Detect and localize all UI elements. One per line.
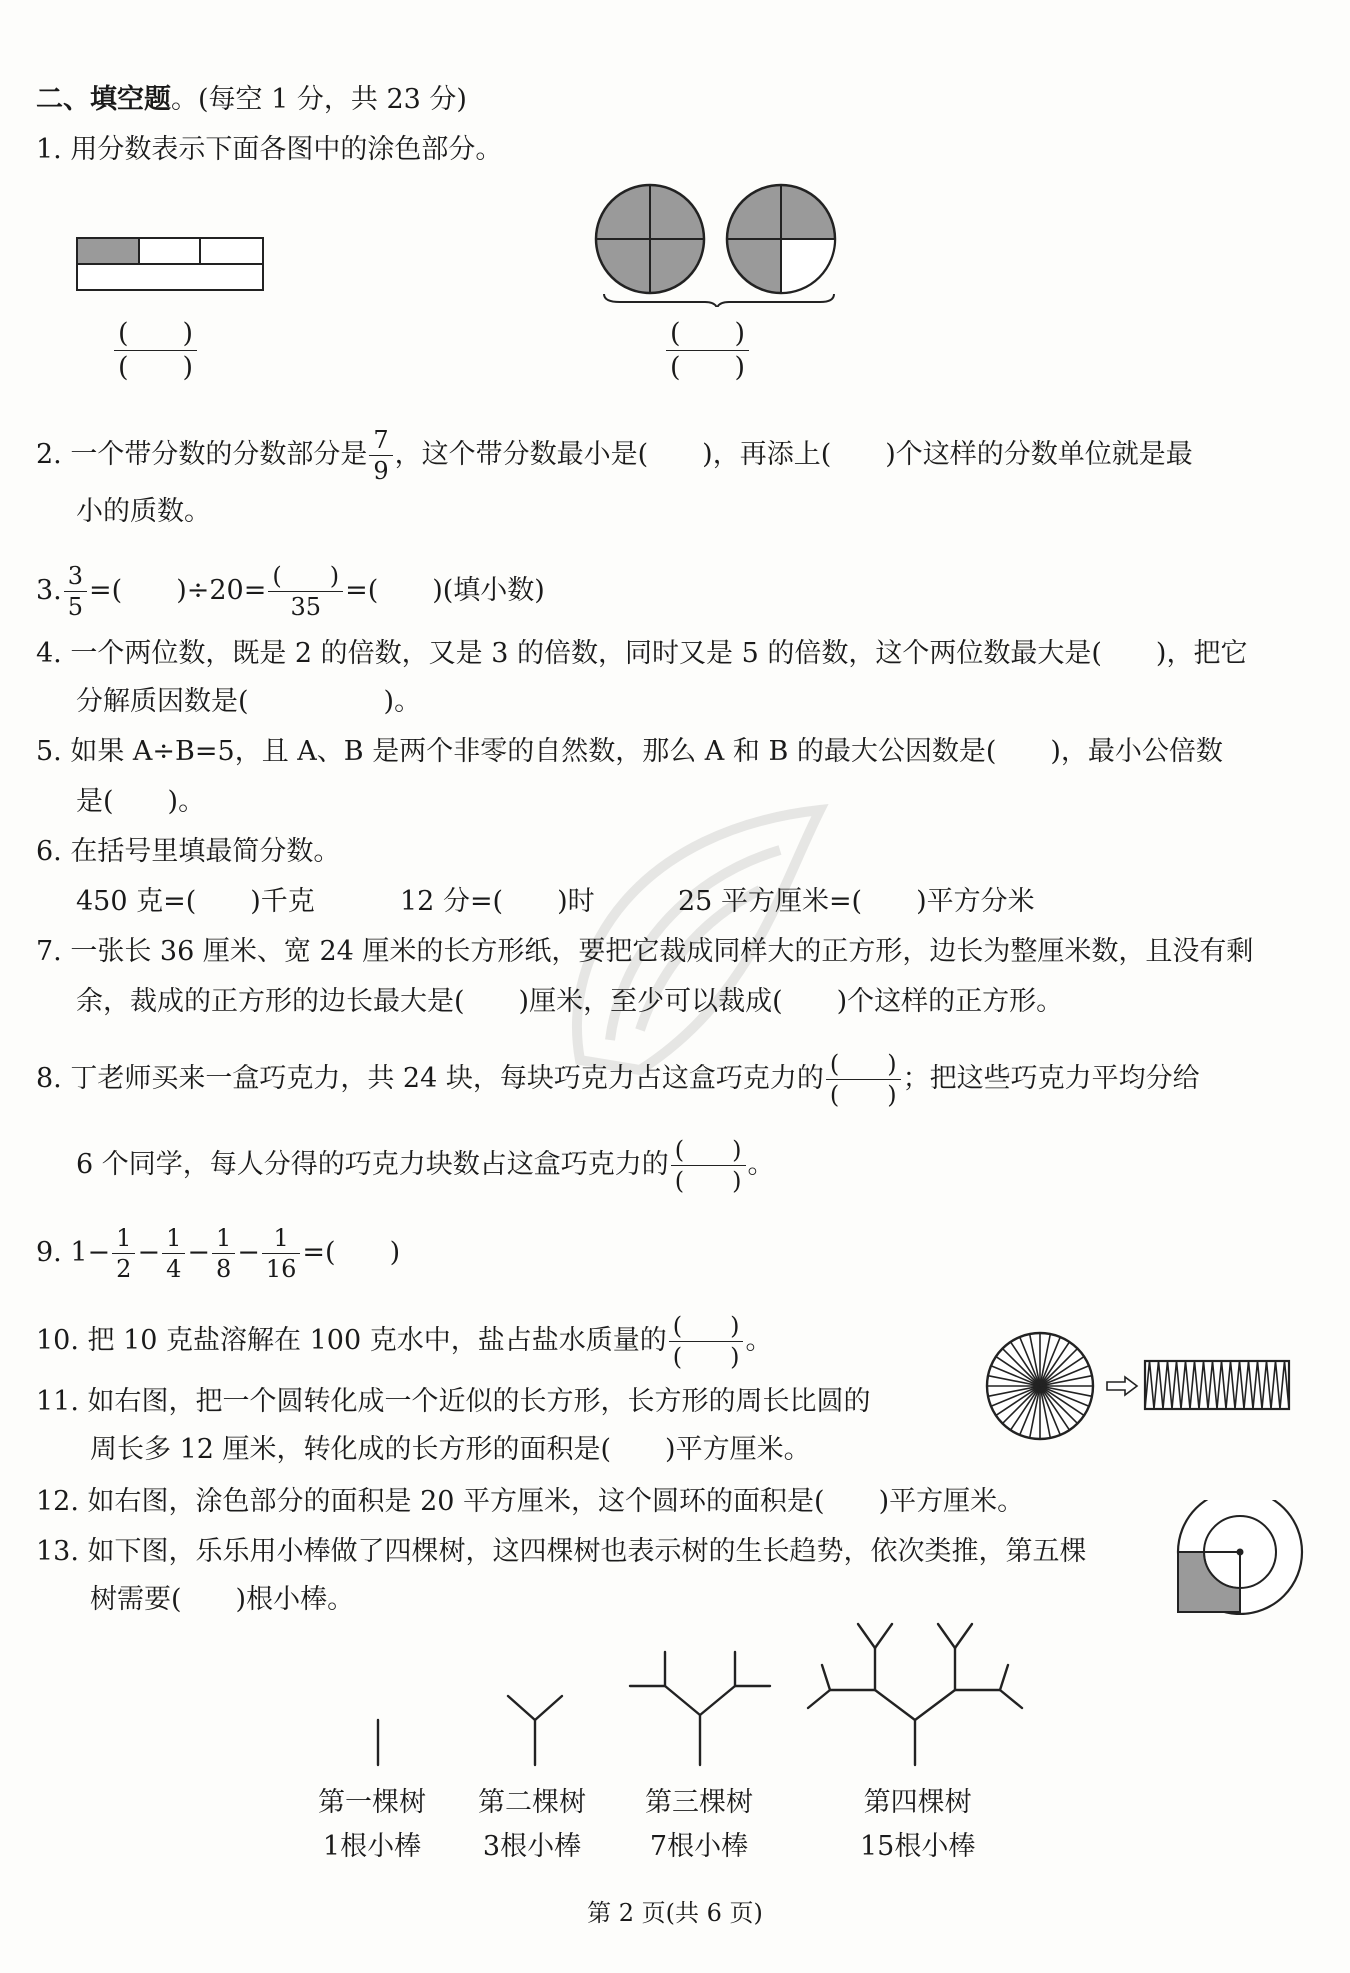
tree-1-caption: 第一棵树 1根小棒 [318,1787,426,1862]
question-1: 1. 用分数表示下面各图中的涂色部分。 [36,134,503,165]
tree-4 [808,1624,1022,1765]
question-11: 11. 如右图，把一个圆转化成一个近似的长方形，长方形的周长比圆的 [36,1386,871,1417]
question-6-item-3: 25 平方厘米=( )平方分米 [678,886,1035,917]
question-9: 9. 1− $\frac{1}{2}$ − $\frac{1}{4}$ − $\frac{1}{8}$ − $\frac{1}{16}$ =( ) [36,1224,401,1283]
question-4-cont: 分解质因数是( )。 [76,686,422,717]
circle-to-rectangle-figure [985,1330,1305,1450]
question-8-cont: 6 个同学，每人分得的巧克力块数占这盒巧克力的 $\frac{( )}{( )}$ 。 [76,1136,775,1195]
tree-3-caption: 第三棵树 7根小棒 [645,1787,753,1862]
tree-2-caption: 第二棵树 3根小棒 [478,1787,586,1862]
question-7-cont: 余，裁成的正方形的边长最大是( )厘米，至少可以裁成( )个这样的正方形。 [76,986,1064,1017]
question-13-cont: 树需要( )根小棒。 [90,1584,355,1615]
answer-fraction-1[interactable]: $\frac{( )}{( )}$ [112,320,199,381]
question-12: 12. 如右图，涂色部分的面积是 20 平方厘米，这个圆环的面积是( )平方厘米。 [36,1486,1025,1517]
shaded-bar-figure [76,236,266,296]
question-3: 3. $\frac{3}{5}$ =( )÷20= $\frac{( )}{35}$ =( )(填小数) [36,562,545,621]
tree-3 [630,1652,770,1765]
page-footer: 第 2 页(共 6 页) [587,1899,763,1927]
question-7: 7. 一张长 36 厘米、宽 24 厘米的长方形纸，要把它裁成同样大的正方形，边长为整厘米数，且没有剩 [36,936,1254,967]
question-6: 6. 在括号里填最简分数。 [36,836,341,867]
ring-shaded-figure [1170,1500,1310,1615]
section-title: 二、填空题。(每空 1 分，共 23 分) [36,84,467,115]
question-4: 4. 一个两位数，既是 2 的倍数，又是 3 的倍数，同时又是 5 的倍数，这个两位数最大是( )，把它 [36,638,1248,669]
answer-fraction-2[interactable]: $\frac{( )}{( )}$ [664,320,751,381]
question-2: 2. 一个带分数的分数部分是 $\frac{7}{9}$ ，这个带分数最小是( )，再添上( )个这样的分数单位就是最 [36,426,1193,485]
question-6-item-2: 12 分=( )时 [400,886,595,917]
question-8: 8. 丁老师买来一盒巧克力，共 24 块，每块巧克力占这盒巧克力的 $\frac{( )}{( )}$ ；把这些巧克力平均分给 [36,1050,1200,1109]
tree-4-caption: 第四棵树 15根小棒 [860,1787,976,1862]
question-5: 5. 如果 A÷B=5，且 A、B 是两个非零的自然数，那么 A 和 B 的最大公因数是( )，最小公倍数 [36,736,1223,767]
question-13: 13. 如下图，乐乐用小棒做了四棵树，这四棵树也表示树的生长趋势，依次类推，第五棵 [36,1536,1087,1567]
tree-2 [508,1696,562,1765]
question-10: 10. 把 10 克盐溶解在 100 克水中，盐占盐水质量的 $\frac{( )}{( )}$ 。 [36,1312,773,1371]
question-5-cont: 是( )。 [76,786,206,817]
question-6-item-1: 450 克=( )千克 [76,886,315,917]
question-2-cont: 小的质数。 [76,496,211,527]
trees-figure [360,1620,1040,1770]
question-11-cont: 周长多 12 厘米，转化成的长方形的面积是( )平方厘米。 [90,1434,811,1465]
shaded-circles-figure [590,182,860,307]
